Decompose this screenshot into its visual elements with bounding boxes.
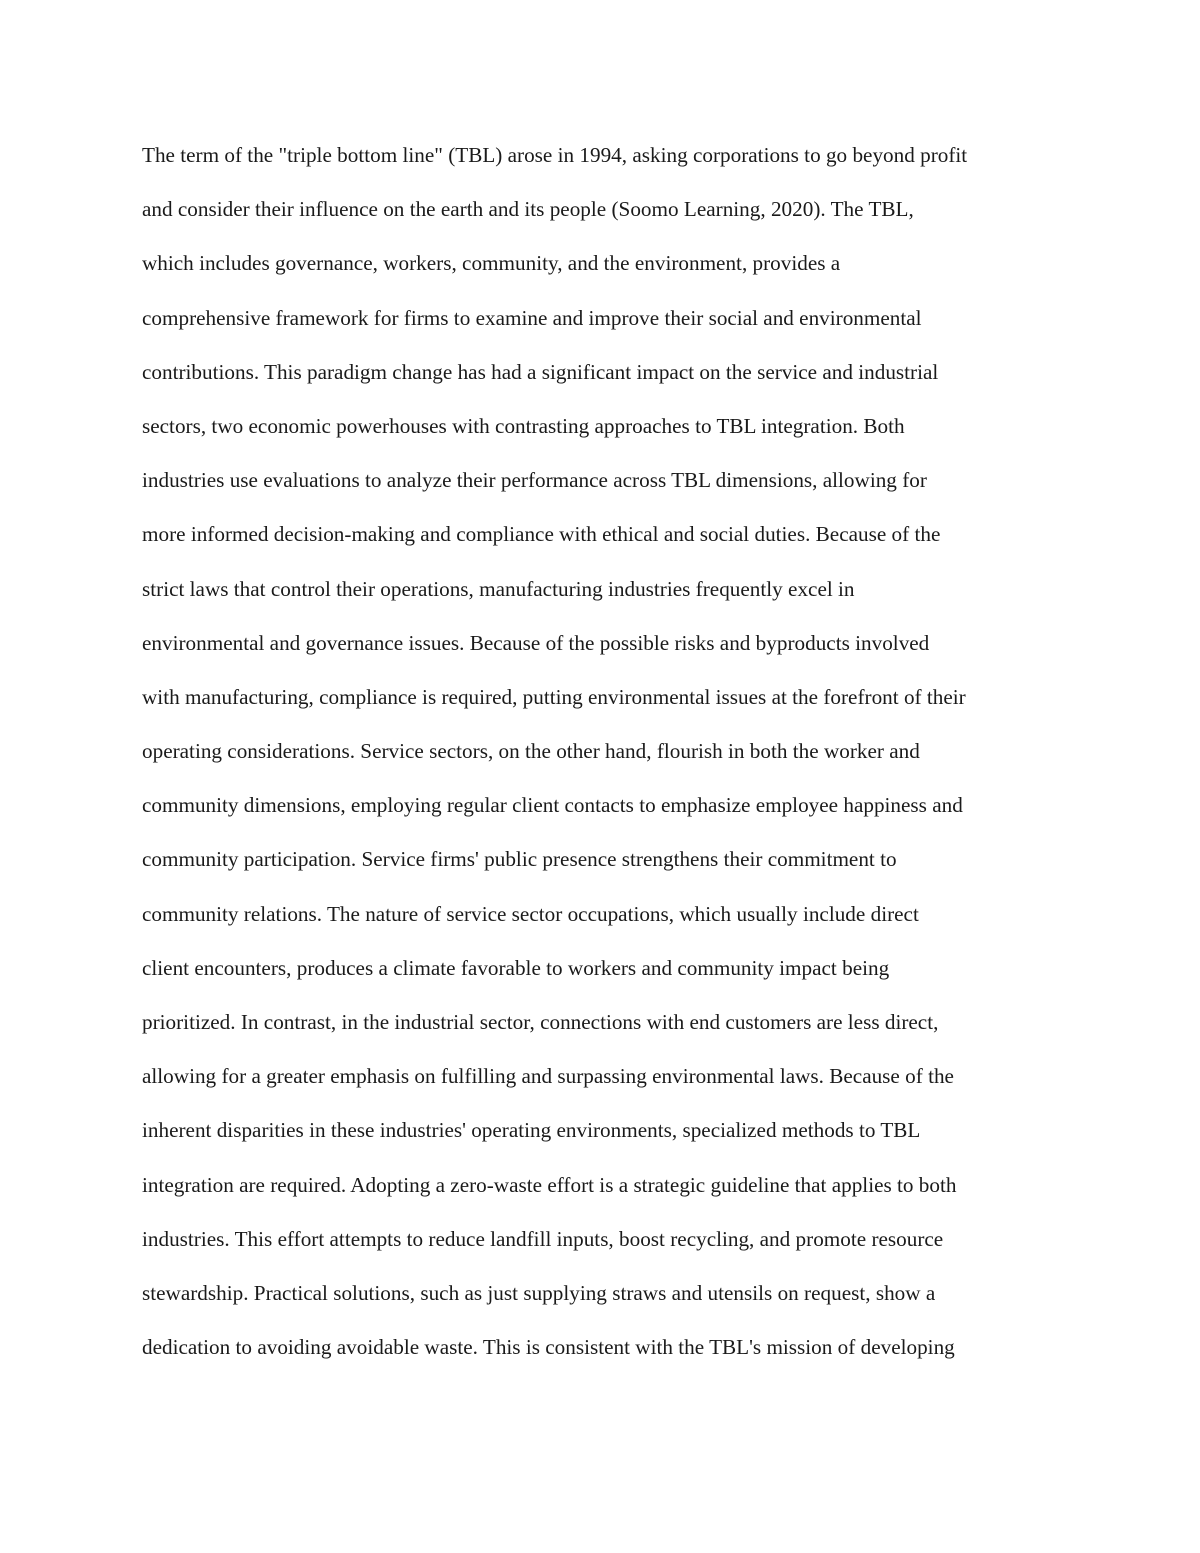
paragraph-line: industries use evaluations to analyze their performance across TBL dimensions, allowing for — [142, 468, 927, 493]
paragraph-line: which includes governance, workers, community, and the environment, provides a — [142, 251, 841, 276]
paragraph-line: operating considerations. Service sectors, on the other hand, flourish in both the worker and — [142, 739, 920, 764]
paragraph-line: stewardship. Practical solutions, such as just supplying straws and utensils on request, show a — [142, 1280, 936, 1305]
paragraph-line: community dimensions, employing regular client contacts to emphasize employee happiness and — [142, 793, 963, 818]
paragraph-line: industries. This effort attempts to reduce landfill inputs, boost recycling, and promote resource — [142, 1226, 944, 1251]
paragraph-line: sectors, two economic powerhouses with contrasting approaches to TBL integration. Both — [142, 413, 905, 438]
paragraph-line: contributions. This paradigm change has had a significant impact on the service and industrial — [142, 359, 939, 384]
body-paragraph — [142, 128, 1082, 1374]
paragraph-line: dedication to avoiding avoidable waste. This is consistent with the TBL's mission of developing — [142, 1335, 955, 1360]
paragraph-line: more informed decision-making and compliance with ethical and social duties. Because of the — [142, 522, 941, 547]
paragraph-line: environmental and governance issues. Because of the possible risks and byproducts involved — [142, 630, 930, 655]
paragraph-line: client encounters, produces a climate favorable to workers and community impact being — [142, 955, 890, 980]
paragraph-line: community relations. The nature of service sector occupations, which usually include direct — [142, 901, 919, 926]
paragraph-line: The term of the "triple bottom line" (TBL) arose in 1994, asking corporations to go beyond profit — [142, 143, 968, 167]
paragraph-line: and consider their influence on the earth and its people (Soomo Learning, 2020). The TBL, — [142, 197, 914, 222]
paragraph-line: strict laws that control their operations, manufacturing industries frequently excel in — [142, 576, 855, 601]
paragraph-line: inherent disparities in these industries' operating environments, specialized methods to TBL — [142, 1118, 921, 1143]
paragraph-line: community participation. Service firms' public presence strengthens their commitment to — [142, 847, 897, 872]
paragraph-line: comprehensive framework for firms to examine and improve their social and environmental — [142, 305, 922, 330]
paragraph-line: integration are required. Adopting a zero-waste effort is a strategic guideline that applies to both — [142, 1172, 957, 1197]
paragraph-line: prioritized. In contrast, in the industrial sector, connections with end customers are less direct, — [142, 1010, 939, 1034]
paragraph-line: with manufacturing, compliance is required, putting environmental issues at the forefront of their — [142, 684, 966, 709]
paragraph-line: allowing for a greater emphasis on fulfilling and surpassing environmental laws. Because of the — [142, 1064, 954, 1089]
